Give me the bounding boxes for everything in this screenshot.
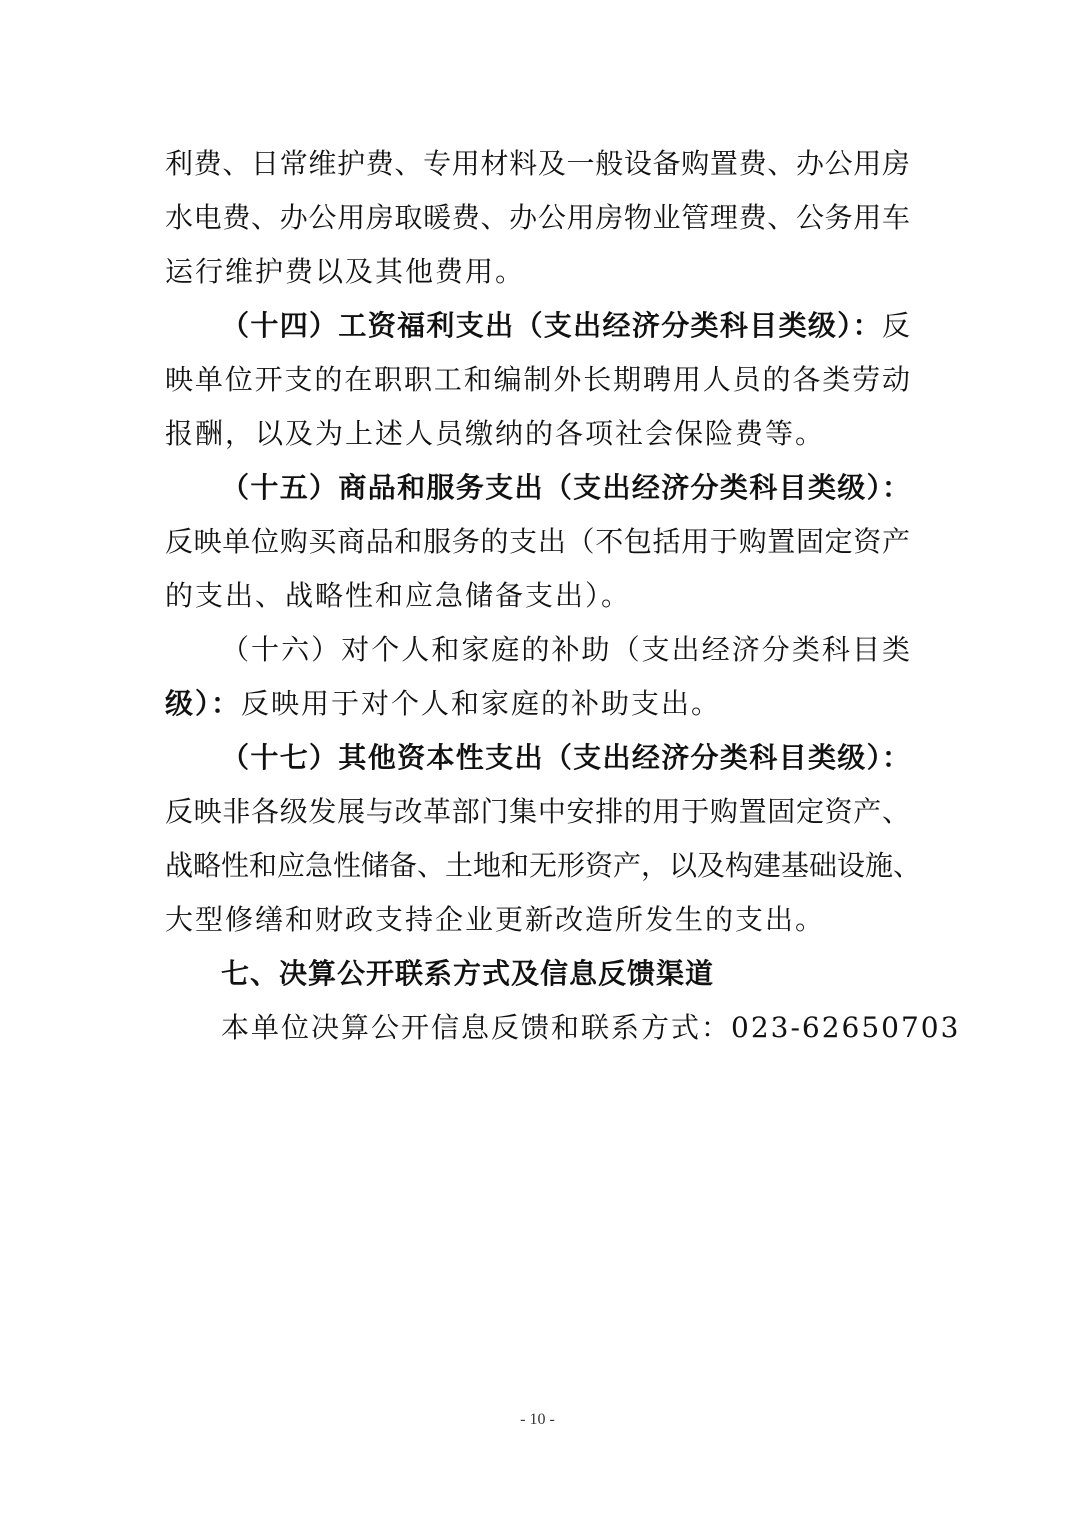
paragraph-line: 反映非各级发展与改革部门集中安排的用于购置固定资产、 [165, 795, 910, 828]
paragraph-line: 战略性和应急性储备、土地和无形资产，以及构建基础设施、 [165, 849, 922, 882]
paragraph-line: 的支出、战略性和应急储备支出）。 [165, 579, 632, 612]
subsection-heading-15: （十五）商品和服务支出（支出经济分类科目类级）： [221, 471, 910, 504]
paragraph-first-line [221, 308, 910, 344]
paragraph-line: 大型修缮和财政支持企业更新改造所发生的支出。 [165, 903, 826, 936]
paragraph-line: 水电费、办公用房取暖费、办公用房物业管理费、公务用车 [165, 201, 910, 234]
paragraph-line: 映单位开支的在职职工和编制外长期聘用人员的各类劳动 [165, 363, 910, 396]
subsection-heading-17: （十七）其他资本性支出（支出经济分类科目类级）： [221, 741, 910, 774]
subsection-heading-16: （十六）对个人和家庭的补助（支出经济分类科目类 [221, 633, 910, 666]
paragraph-first-line [221, 740, 910, 776]
paragraph-line: 运行维护费以及其他费用。 [165, 255, 526, 288]
contact-label: 本单位决算公开信息反馈和联系方式： [221, 1011, 732, 1044]
paragraph-line: 反映单位购买商品和服务的支出（不包括用于购置固定资产 [165, 525, 910, 558]
subsection-heading-14: （十四）工资福利支出（支出经济分类科目类级）： [221, 309, 882, 342]
section-heading: 七、决算公开联系方式及信息反馈渠道 [221, 957, 715, 990]
paragraph-first-line [221, 470, 910, 506]
paragraph-line: 利费、日常维护费、专用材料及一般设备购置费、办公用房 [165, 147, 910, 180]
paragraph-text: 反 [881, 309, 910, 342]
subsection-heading-16-end: 级）： [165, 687, 242, 720]
contact-phone: 023-62650703 [731, 1011, 961, 1044]
paragraph-line [165, 686, 910, 722]
paragraph-text: 反映用于对个人和家庭的补助支出。 [241, 687, 722, 720]
page-number: - 10 - [520, 1411, 555, 1428]
paragraph-line: 报酬，以及为上述人员缴纳的各项社会保险费等。 [165, 417, 826, 450]
contact-line [221, 1010, 960, 1046]
